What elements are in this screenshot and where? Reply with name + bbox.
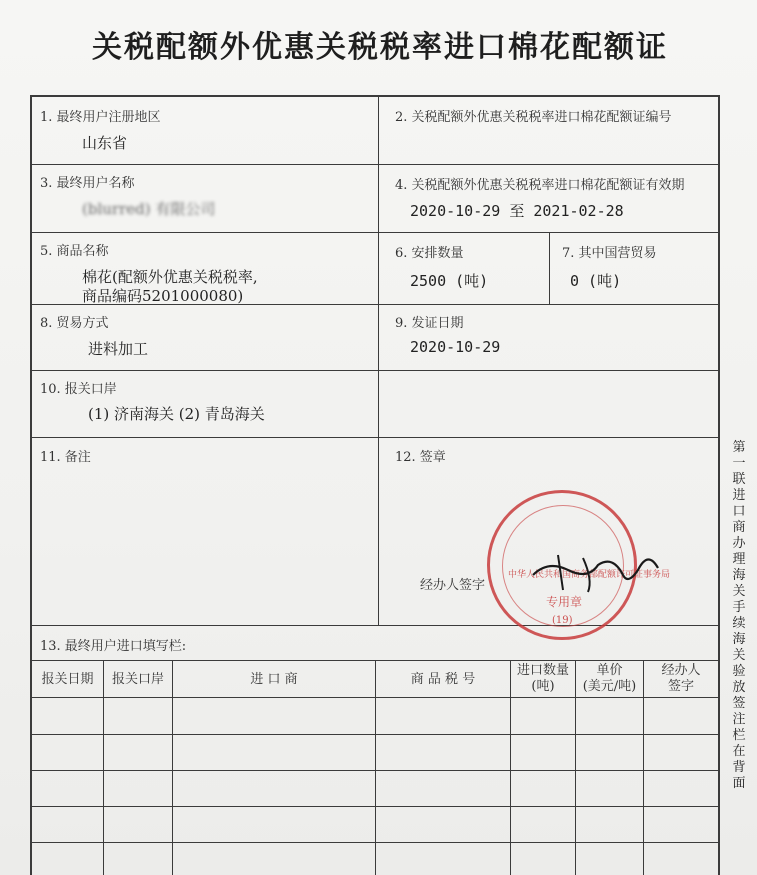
tcol-3 — [375, 660, 376, 875]
col-header-unit-price: 单价 (美元/吨) — [582, 663, 637, 694]
field-9-value: 2020-10-29 — [410, 338, 501, 356]
field-4-label: 4. 关税配额外优惠关税税率进口棉花配额证有效期 — [395, 178, 685, 193]
field-8-value: 进料加工 — [88, 340, 149, 358]
mid-divider — [378, 95, 379, 625]
tcol-2 — [172, 660, 173, 875]
seal-center-text: 专用章 — [546, 595, 583, 609]
border-left — [30, 95, 32, 875]
field-7-label: 7. 其中国营贸易 — [562, 246, 657, 261]
rule-5 — [30, 437, 720, 438]
field-10-label: 10. 报关口岸 — [40, 382, 117, 397]
field-11-label: 11. 备注 — [40, 450, 91, 465]
divider-6-7 — [549, 232, 550, 304]
col-header-handler: 经办人 签字 — [661, 663, 701, 694]
field-6-value: 2500 (吨) — [410, 272, 489, 290]
col-header-importer: 进 口 商 — [250, 672, 298, 687]
field-3-value: (blurred) 有限公司 — [82, 200, 216, 218]
seal-ring-text: 中华人民共和国商务部配额许可证事务局 — [508, 570, 671, 580]
document-title: 关税配额外优惠关税税率进口棉花配额证 — [92, 30, 668, 65]
field-10-value: (1) 济南海关 (2) 青岛海关 — [88, 405, 265, 423]
handwritten-signature — [528, 540, 668, 600]
field-3-label: 3. 最终用户名称 — [40, 176, 135, 191]
col-header-port: 报关口岸 — [111, 672, 164, 687]
rule-4 — [30, 370, 720, 371]
col-header-hs-code: 商 品 税 号 — [410, 672, 476, 687]
field-12-label: 12. 签章 — [395, 450, 446, 465]
field-8-label: 8. 贸易方式 — [40, 316, 109, 331]
field-1-label: 1. 最终用户注册地区 — [40, 110, 161, 125]
rule-1 — [30, 164, 720, 165]
field-7-value: 0 (吨) — [570, 272, 622, 290]
field-13-label: 13. 最终用户进口填写栏: — [40, 639, 187, 654]
border-right — [718, 95, 720, 875]
rule-2 — [30, 232, 720, 233]
side-note-copy: 第一联 进口商办理海关手续 — [732, 440, 746, 631]
field-5-value-line2: 商品编码5201000080) — [82, 287, 244, 305]
field-6-label: 6. 安排数量 — [395, 246, 464, 261]
col-header-declare-date: 报关日期 — [41, 672, 94, 687]
field-5-value-line1: 棉花(配额外优惠关税税率, — [82, 268, 258, 286]
field-2-label: 2. 关税配额外优惠关税税率进口棉花配额证编号 — [395, 110, 672, 125]
handler-signature-label: 经办人签字 — [420, 578, 486, 593]
seal-code: (19) — [552, 615, 573, 626]
rule-6 — [30, 625, 720, 626]
field-4-value: 2020-10-29 至 2021-02-28 — [410, 202, 624, 220]
field-5-label: 5. 商品名称 — [40, 244, 109, 259]
tcol-1 — [103, 660, 104, 875]
side-note-customs: 海关验放签注栏在背面 — [732, 632, 746, 791]
field-9-label: 9. 发证日期 — [395, 316, 464, 331]
border-top — [30, 95, 720, 97]
field-1-value: 山东省 — [82, 134, 128, 152]
col-header-quantity: 进口数量 (吨) — [516, 663, 569, 694]
